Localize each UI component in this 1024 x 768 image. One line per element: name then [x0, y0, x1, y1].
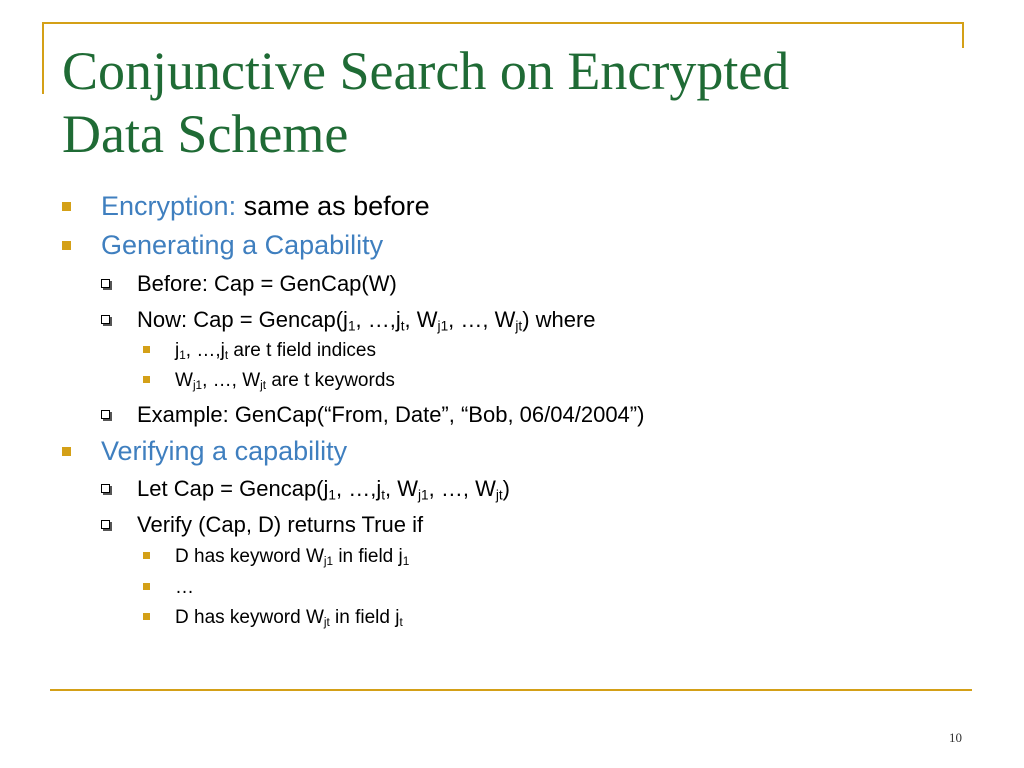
subscript: jt — [323, 615, 330, 629]
text-part: , …,j — [185, 340, 225, 361]
text-part: W — [175, 370, 193, 391]
slide-frame-left — [42, 22, 44, 94]
sub-bullet-text — [137, 476, 510, 502]
text-part: are t keywords — [266, 370, 395, 391]
subscript: 1 — [402, 554, 410, 568]
sub-bullet-text: Before: Cap = GenCap(W) — [137, 271, 397, 296]
bullet-generating — [62, 230, 383, 261]
text-part: , …,j — [355, 307, 401, 332]
subscript: jt — [495, 487, 503, 503]
subscript: jt — [515, 318, 523, 334]
box-bullet-icon — [101, 520, 110, 529]
sub-bullet-text: Verify (Cap, D) returns True if — [137, 512, 424, 537]
sub-bullet-now — [101, 307, 596, 333]
text-part: D has keyword W — [175, 607, 324, 628]
text-part: D has keyword W — [175, 546, 324, 567]
text-part: , …,j — [335, 476, 382, 501]
text-part: Let Cap = Gencap(j — [137, 476, 329, 501]
sub-bullet-let — [101, 476, 510, 502]
subscript: j1 — [323, 554, 334, 568]
text-part: in field j — [333, 546, 403, 567]
title-line-1: Conjunctive Search on Encrypted — [62, 41, 790, 101]
text-part: j — [175, 340, 180, 361]
page-number: 10 — [949, 730, 962, 745]
subscript: t — [224, 348, 229, 362]
text-part: , …, W — [448, 307, 516, 332]
square-bullet-icon — [62, 447, 71, 456]
subscript: 1 — [347, 318, 356, 334]
text-part: ) where — [522, 307, 596, 332]
sub-bullet-example — [101, 402, 644, 428]
subscript: jt — [260, 378, 267, 392]
sub-sub-bullet-text — [175, 546, 409, 568]
slide-frame-right — [962, 22, 964, 48]
title-line-2: Data Scheme — [62, 104, 349, 164]
box-bullet-icon — [101, 410, 110, 419]
bullet-verifying — [62, 436, 347, 467]
text-part: , …, W — [202, 370, 261, 391]
subscript: 1 — [328, 487, 336, 503]
slide-title — [62, 40, 962, 166]
text-part: in field j — [329, 607, 400, 628]
sub-sub-bullet-ellipsis — [143, 577, 194, 599]
box-bullet-icon — [101, 315, 110, 324]
sub-sub-bullet-text — [175, 607, 403, 629]
sub-sub-bullet-text — [175, 370, 395, 392]
square-bullet-icon — [143, 583, 150, 590]
subscript: t — [399, 615, 403, 629]
square-bullet-icon — [62, 241, 71, 250]
sub-sub-bullet-keywords — [143, 370, 395, 392]
subscript: t — [381, 487, 386, 503]
bullet-label: Generating a Capability — [101, 230, 384, 260]
bullet-label: Encryption: — [101, 191, 237, 221]
text-part: , W — [385, 476, 419, 501]
sub-bullet-verify — [101, 512, 423, 538]
sub-sub-bullet-text — [175, 340, 376, 362]
text-part: Now: Cap = Gencap(j — [137, 307, 348, 332]
bullet-encryption — [62, 191, 430, 222]
box-bullet-icon — [101, 279, 110, 288]
subscript: j1 — [437, 318, 449, 334]
text-part: ) — [502, 476, 510, 501]
subscript: j1 — [192, 378, 203, 392]
sub-bullet-before — [101, 271, 397, 297]
subscript: t — [400, 318, 405, 334]
square-bullet-icon — [143, 346, 150, 353]
square-bullet-icon — [62, 202, 71, 211]
sub-sub-bullet-text: … — [175, 577, 194, 598]
sub-sub-bullet-indices — [143, 340, 376, 362]
text-part: , …, W — [428, 476, 496, 501]
text-part: are t field indices — [228, 340, 376, 361]
box-bullet-icon — [101, 484, 110, 493]
footer-rule — [50, 689, 972, 691]
sub-sub-bullet-cond1 — [143, 546, 409, 568]
subscript: j1 — [418, 487, 429, 503]
subscript: 1 — [179, 348, 186, 362]
bullet-value: same as before — [243, 191, 430, 221]
sub-bullet-text: Example: GenCap(“From, Date”, “Bob, 06/04/2004”) — [137, 402, 645, 427]
bullet-label: Verifying a capability — [101, 436, 348, 466]
square-bullet-icon — [143, 376, 150, 383]
square-bullet-icon — [143, 552, 150, 559]
square-bullet-icon — [143, 613, 150, 620]
text-part: , W — [404, 307, 438, 332]
slide-frame-top — [42, 22, 964, 24]
sub-sub-bullet-cond2 — [143, 607, 403, 629]
sub-bullet-text — [137, 307, 596, 333]
